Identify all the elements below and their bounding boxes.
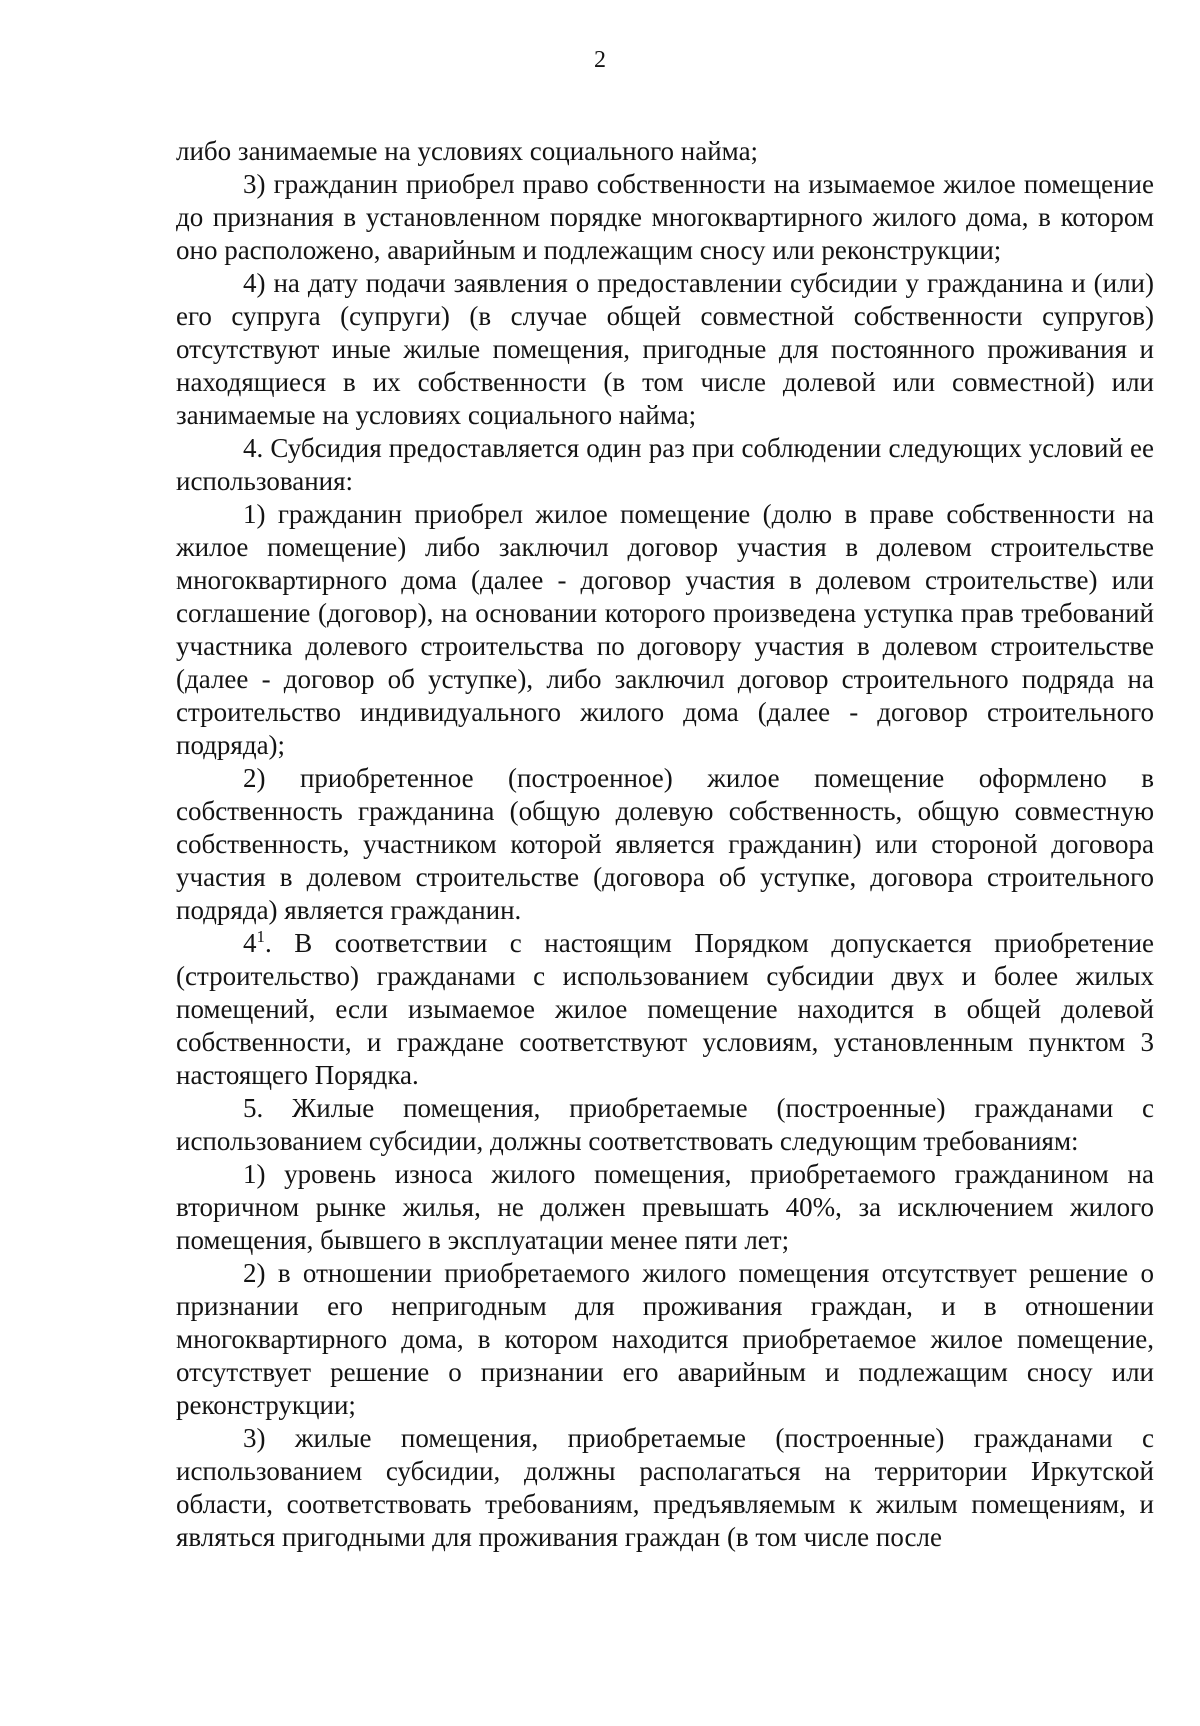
paragraph-number: 4 [243,928,257,958]
page-number: 2 [594,47,606,73]
paragraph: 3) жилые помещения, приобретаемые (построенные) гражданами с использованием субсидии, должны располагаться на территории Иркутской области, соответствовать требованиям, предъявляемым к жилым помещениям, и являться пригодными для проживания граждан (в том числе после [176,1423,1154,1552]
paragraph: 4) на дату подачи заявления о предоставлении субсидии у гражданина и (или) его супруга (супруги) (в случае общей совместной собственности супругов) отсутствуют иные жилые помещения, пригодные для постоянного проживания и находящиеся в их собственности (в том числе долевой или совместной) или занимаемые на условиях социального найма; [176,268,1154,430]
paragraph: 2) в отношении приобретаемого жилого помещения отсутствует решение о признании его непригодным для проживания граждан, и в отношении многоквартирного дома, в котором находится приобретаемое жилое помещение, отсутствует решение о признании его аварийным и подлежащим сносу или реконструкции; [176,1258,1154,1420]
paragraph: 5. Жилые помещения, приобретаемые (построенные) гражданами с использованием субсидии, должны соответствовать следующим требованиям: [176,1093,1154,1156]
paragraph: либо занимаемые на условиях социального найма; [176,136,759,166]
paragraph-4-1 [176,927,1154,1092]
paragraph: 4. Субсидия предоставляется один раз при соблюдении следующих условий ее использования: [176,433,1154,496]
paragraph: 2) приобретенное (построенное) жилое помещение оформлено в собственность гражданина (общую долевую собственность, общую совместную собственность, участником которой является гражданин) или стороной договора участия в долевом строительстве (договора об уступке, договора строительного подряда) является гражданин. [176,763,1154,925]
paragraph-number-superscript: 1 [256,927,265,946]
paragraph-text: . В соответствии с настоящим Порядком допускается приобретение (строительство) гражданами с использованием субсидии двух и более жилых помещений, если изымаемое жилое помещение находится в общей долевой собственности, и граждане соответствуют условиям, установленным пунктом 3 настоящего Порядка. [176,928,1154,1090]
document-body [176,135,1154,1554]
paragraph: 1) уровень износа жилого помещения, приобретаемого гражданином на вторичном рынке жилья, не должен превышать 40%, за исключением жилого помещения, бывшего в эксплуатации менее пяти лет; [176,1159,1154,1255]
paragraph: 1) гражданин приобрел жилое помещение (долю в праве собственности на жилое помещение) либо заключил договор участия в долевом строительстве многоквартирного дома (далее - договор участия в долевом строительстве) или соглашение (договор), на основании которого произведена уступка прав требований участника долевого строительства по договору участия в долевом строительстве (далее - договор об уступке), либо заключил договор строительного подряда на строительство индивидуального жилого дома (далее - договор строительного подряда); [176,499,1154,760]
paragraph: 3) гражданин приобрел право собственности на изымаемое жилое помещение до признания в установленном порядке многоквартирного жилого дома, в котором оно расположено, аварийным и подлежащим сносу или реконструкции; [176,169,1154,265]
